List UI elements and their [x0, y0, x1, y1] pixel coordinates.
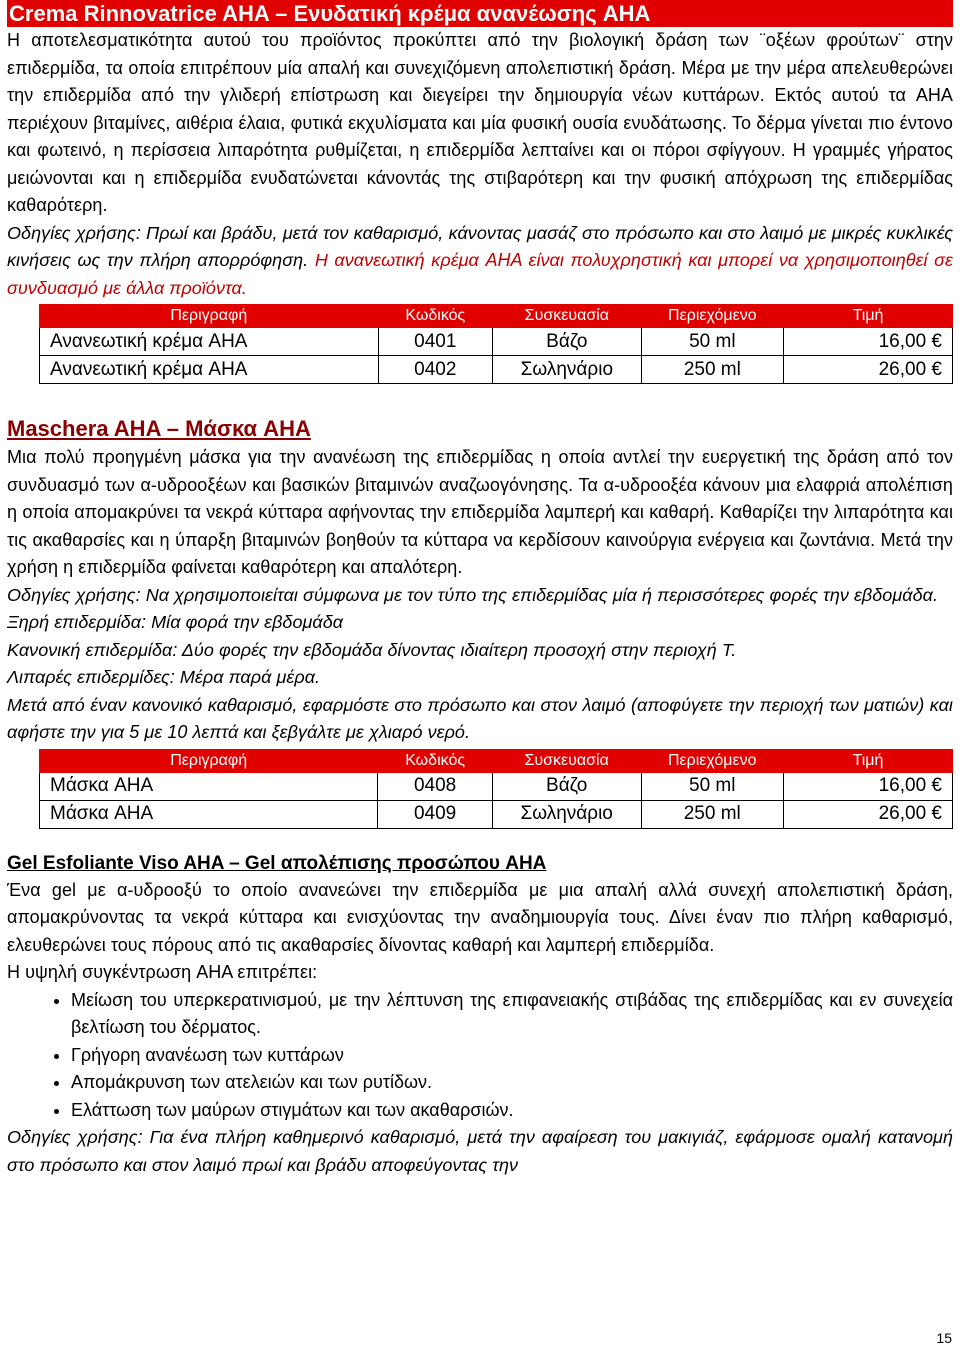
cell-package: Βάζο	[493, 328, 642, 356]
cell-code: 0401	[378, 328, 492, 356]
list-item: • Ελάττωση των μαύρων στιγμάτων και των ακαθαρσιών.	[71, 1097, 953, 1125]
cell-description: Μάσκα AHA	[40, 800, 378, 828]
table-header-row	[40, 305, 953, 328]
cell-price: 16,00 €	[783, 772, 952, 800]
cell-price: 16,00 €	[784, 328, 953, 356]
page-number: 15	[936, 1330, 952, 1346]
col-header-price: Τιμή	[784, 305, 953, 328]
cell-description: Ανανεωτική κρέμα AHA	[40, 356, 379, 384]
maschera-normal-skin: Κανονική επιδερμίδα: Δύο φορές την εβδομάδα δίνοντας ιδιαίτερη προσοχή στην περιοχή Τ.	[7, 639, 737, 660]
section-title-maschera: Maschera AHA – Μάσκα AHA	[7, 416, 311, 441]
maschera-oily-skin: Λιπαρές επιδερμίδες: Μέρα παρά μέρα.	[7, 667, 321, 687]
crema-description: Η αποτελεσματικότητα αυτού του προϊόντος προκύπτει από την βιολογική δράση των ¨οξέων φρούτων¨ στην επιδερμίδα, τα οποία επιτρέπουν μία απαλή και συνεχιζόμενη απολεπιστική δράση. Μέρα με την μέρα απελευθερώνει την επιδερμίδα από την γλιδερή επίστρωση και διεγείρει την δημιουργία νέων κυττάρων. Εκτός αυτού τα AHA περιέχουν βιταμίνες, αιθέρια έλαια, φυτικά εκχυλίσματα και μία φυσική ουσία ενυδάτωσης. Το δέρμα γίνεται πιο έντονο και φωτεινό, η περίσσεια λιπαρότητα ρυθμίζεται, η επιδερμίδα λεπταίνει και οι πόροι σφίγγουν. Η γραμμές γήρατος μειώνονται και η επιδερμίδα ενυδατώνεται κάνοντάς της στιβαρότερη και την φυσική απόχρωση της επιδερμίδας καθαρότερη.	[7, 30, 953, 215]
section-title-gel: Gel Esfoliante Viso AHA – Gel απολέπισης προσώπου AHA	[7, 852, 547, 874]
table-row	[40, 328, 953, 356]
col-header-code: Κωδικός	[378, 305, 492, 328]
col-header-content: Περιεχόμενο	[641, 305, 783, 328]
table-row	[40, 356, 953, 384]
crema-usage: Οδηγίες χρήσης: Πρωί και βράδυ, μετά τον καθαρισμό, κάνοντας μασάζ στο πρόσωπο και στο λαιμό με μικρές κυκλικές κινήσεις ως την πλήρη απορρόφηση. Η ανανεωτική κρέμα AHA είναι πολυχρηστική και μπορεί να χρησιμοποιηθεί σε συνδυασμό με άλλα προϊόντα.	[7, 222, 954, 298]
cell-description: Μάσκα AHA	[40, 772, 378, 800]
document-page	[7, 0, 953, 1179]
table-header-row	[40, 749, 953, 772]
maschera-dry-skin: Ξηρή επιδερμίδα: Μία φορά την εβδομάδα	[7, 612, 344, 632]
col-header-price: Τιμή	[783, 749, 952, 772]
table-row	[40, 800, 953, 828]
cell-price: 26,00 €	[783, 800, 952, 828]
cell-description: Ανανεωτική κρέμα AHA	[40, 328, 379, 356]
gel-usage: Οδηγίες χρήσης: Για ένα πλήρη καθημερινό καθαρισμό, μετά την αφαίρεση του μακιγιάζ, εφάρμοσε ομαλή κατανομή στο πρόσωπο και στον λαιμό πρωί και βράδυ αποφεύγοντας την	[7, 1127, 953, 1175]
maschera-description: Μια πολύ προηγμένη μάσκα για την ανανέωση της επιδερμίδας η οποία αντλεί την ευεργετική της δράση από τον συνδυασμό των α-υδροοξέων και βασικών βιταμινών αναζωογόνησης. Τα α-υδροοξέα κάνουν μια ελαφριά απολέπιση η οποία απομακρύνει τα νεκρά κύτταρα αφήνοντας την επιδερμίδα λαμπερή και καθαρή. Καθαρίζει την λιπαρότητα και τις ακαθαρσίες και η ύπαρξη βιταμινών βοηθούν τα κύτταρα να κερδίσουν καινούργια ενέργεια και ζωντάνια. Μετά την χρήση η επιδερμίδα φαίνεται καθαρότερη και απαλότερη.	[7, 447, 953, 577]
cell-package: Σωληνάριο	[492, 800, 641, 828]
col-header-package: Συσκευασία	[493, 305, 642, 328]
col-header-package: Συσκευασία	[492, 749, 641, 772]
cell-package: Βάζο	[492, 772, 641, 800]
cell-content: 250 ml	[641, 356, 783, 384]
col-header-description: Περιγραφή	[40, 749, 378, 772]
cell-content: 50 ml	[641, 328, 783, 356]
col-header-content: Περιεχόμενο	[641, 749, 783, 772]
maschera-product-table	[39, 749, 953, 829]
list-item: • Απομάκρυνση των ατελειών και των ρυτίδων.	[71, 1069, 953, 1097]
gel-description: Ένα gel με α-υδροοξύ το οποίο ανανεώνει την επιδερμίδα με μια απαλή αλλά συνεχή απολεπιστική δράση, απομακρύνοντας τα νεκρά κύτταρα και ενισχύοντας την αναδημιουργία τους. Δίνει έναν πιο πλήρη καθαρισμό, ελευθερώνει τους πόρους από τις ακαθαρσίες δίνοντας καθαρή και λαμπερή επιδερμίδα.	[7, 879, 953, 955]
col-header-description: Περιγραφή	[40, 305, 379, 328]
cell-price: 26,00 €	[784, 356, 953, 384]
list-item: • Γρήγορη ανανέωση των κυττάρων	[71, 1042, 953, 1070]
cell-package: Σωληνάριο	[493, 356, 642, 384]
cell-content: 50 ml	[641, 772, 783, 800]
col-header-code: Κωδικός	[378, 749, 492, 772]
cell-code: 0408	[378, 772, 492, 800]
gel-benefits-list	[7, 987, 953, 1125]
maschera-usage: Οδηγίες χρήσης: Να χρησιμοποιείται σύμφωνα με τον τύπο της επιδερμίδας μία ή περισσότερες φορές την εβδομάδα.	[7, 584, 939, 605]
list-item: • Μείωση του υπερκερατινισμού, με την λέπτυνση της επιφανειακής στιβάδας της επιδερμίδας και εν συνεχεία βελτίωση του δέρματος.	[71, 987, 953, 1042]
crema-product-table	[39, 304, 953, 384]
maschera-application: Μετά από έναν κανονικό καθαρισμό, εφαρμόστε στο πρόσωπο και στον λαιμό (αποφύγετε την περιοχή των ματιών) και αφήστε την για 5 με 10 λεπτά και ξεβγάλτε με χλιαρό νερό.	[7, 694, 953, 742]
crema-usage-note: Η ανανεωτική κρέμα AHA είναι πολυχρηστική και μπορεί να χρησιμοποιηθεί σε συνδυασμό με άλλα προϊόντα.	[7, 250, 954, 298]
cell-content: 250 ml	[641, 800, 783, 828]
table-row	[40, 772, 953, 800]
cell-code: 0402	[378, 356, 492, 384]
cell-code: 0409	[378, 800, 492, 828]
section-title-crema: Crema Rinnovatrice AHA – Ενυδατική κρέμα ανανέωσης AHA	[7, 0, 953, 27]
gel-intro: Η υψηλή συγκέντρωση AHA επιτρέπει:	[7, 962, 318, 982]
